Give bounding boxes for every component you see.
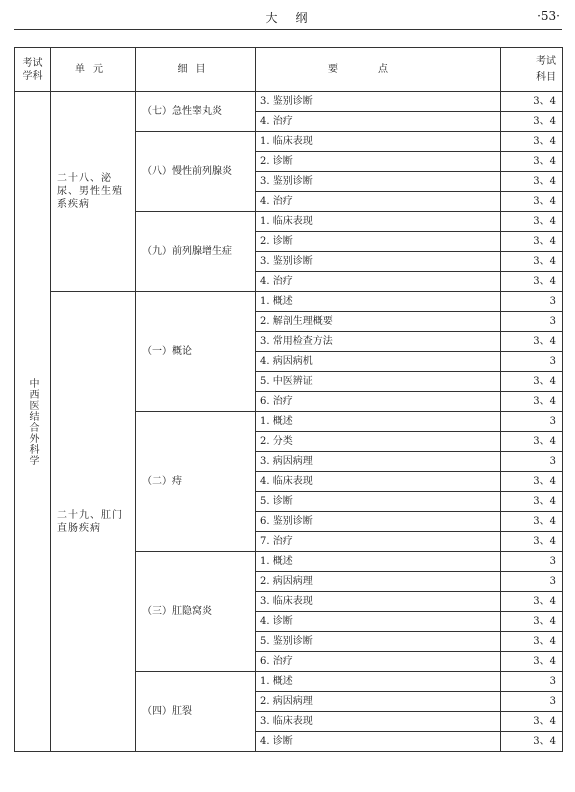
level-cell: 3、4 — [501, 172, 563, 192]
level-cell: 3 — [501, 552, 563, 572]
point-cell: 1. 概述 — [256, 672, 501, 692]
level-cell: 3、4 — [501, 532, 563, 552]
level-cell: 3、4 — [501, 332, 563, 352]
page-number: ·53· — [537, 9, 560, 23]
point-cell: 1. 临床表现 — [256, 212, 501, 232]
level-cell: 3、4 — [501, 152, 563, 172]
point-cell: 3. 鉴别诊断 — [256, 172, 501, 192]
point-cell: 3. 鉴别诊断 — [256, 252, 501, 272]
level-cell: 3、4 — [501, 272, 563, 292]
level-cell: 3 — [501, 572, 563, 592]
level-cell: 3、4 — [501, 712, 563, 732]
col-header-points: 要点 — [256, 48, 501, 92]
point-cell: 2. 分类 — [256, 432, 501, 452]
level-cell: 3、4 — [501, 472, 563, 492]
level-cell: 3 — [501, 292, 563, 312]
point-cell: 5. 诊断 — [256, 492, 501, 512]
level-cell: 3 — [501, 352, 563, 372]
point-cell: 6. 鉴别诊断 — [256, 512, 501, 532]
level-cell: 3、4 — [501, 372, 563, 392]
table-row — [15, 92, 563, 112]
level-cell: 3、4 — [501, 392, 563, 412]
page-header — [14, 0, 562, 30]
level-cell: 3、4 — [501, 112, 563, 132]
point-cell: 2. 诊断 — [256, 152, 501, 172]
level-cell: 3 — [501, 672, 563, 692]
point-cell: 1. 临床表现 — [256, 132, 501, 152]
point-cell: 4. 病因病机 — [256, 352, 501, 372]
point-cell: 3. 鉴别诊断 — [256, 92, 501, 112]
level-cell: 3、4 — [501, 732, 563, 752]
level-cell: 3、4 — [501, 632, 563, 652]
point-cell: 4. 诊断 — [256, 612, 501, 632]
level-cell: 3 — [501, 692, 563, 712]
subject-cell: 中西医结合外科学 — [15, 92, 51, 752]
level-cell: 3、4 — [501, 252, 563, 272]
detail-cell: （九）前列腺增生症 — [136, 212, 256, 292]
point-cell: 4. 治疗 — [256, 272, 501, 292]
point-cell: 5. 鉴别诊断 — [256, 632, 501, 652]
level-cell: 3 — [501, 412, 563, 432]
level-cell: 3、4 — [501, 192, 563, 212]
table-header-row — [15, 48, 563, 92]
point-cell: 1. 概述 — [256, 292, 501, 312]
point-cell: 6. 治疗 — [256, 392, 501, 412]
level-cell: 3、4 — [501, 92, 563, 112]
detail-cell: （七）急性睾丸炎 — [136, 92, 256, 132]
unit-cell: 二十九、肛门直肠疾病 — [51, 292, 136, 752]
level-cell: 3、4 — [501, 212, 563, 232]
col-header-unit: 单元 — [51, 48, 136, 92]
level-cell: 3、4 — [501, 492, 563, 512]
point-cell: 7. 治疗 — [256, 532, 501, 552]
point-cell: 2. 诊断 — [256, 232, 501, 252]
table-body — [15, 92, 563, 752]
level-cell: 3、4 — [501, 592, 563, 612]
point-cell: 4. 治疗 — [256, 192, 501, 212]
level-cell: 3、4 — [501, 512, 563, 532]
point-cell: 3. 临床表现 — [256, 712, 501, 732]
col-header-detail: 细目 — [136, 48, 256, 92]
point-cell: 4. 治疗 — [256, 112, 501, 132]
point-cell: 1. 概述 — [256, 412, 501, 432]
point-cell: 3. 常用检查方法 — [256, 332, 501, 352]
point-cell: 2. 解剖生理概要 — [256, 312, 501, 332]
level-cell: 3、4 — [501, 612, 563, 632]
point-cell: 2. 病因病理 — [256, 692, 501, 712]
point-cell: 3. 临床表现 — [256, 592, 501, 612]
point-cell: 3. 病因病理 — [256, 452, 501, 472]
level-cell: 3 — [501, 312, 563, 332]
detail-cell: （二）痔 — [136, 412, 256, 552]
detail-cell: （八）慢性前列腺炎 — [136, 132, 256, 212]
level-cell: 3、4 — [501, 432, 563, 452]
syllabus-table — [14, 47, 563, 752]
detail-cell: （四）肛裂 — [136, 672, 256, 752]
col-header-level: 考试 科目 — [501, 48, 563, 92]
level-cell: 3、4 — [501, 232, 563, 252]
detail-cell: （三）肛隐窝炎 — [136, 552, 256, 672]
level-cell: 3、4 — [501, 652, 563, 672]
detail-cell: （一）概论 — [136, 292, 256, 412]
point-cell: 4. 临床表现 — [256, 472, 501, 492]
table-row — [15, 292, 563, 312]
point-cell: 1. 概述 — [256, 552, 501, 572]
level-cell: 3、4 — [501, 132, 563, 152]
point-cell: 4. 诊断 — [256, 732, 501, 752]
point-cell: 2. 病因病理 — [256, 572, 501, 592]
point-cell: 6. 治疗 — [256, 652, 501, 672]
page-title: 大 纲 — [265, 11, 311, 25]
point-cell: 5. 中医辨证 — [256, 372, 501, 392]
level-cell: 3 — [501, 452, 563, 472]
col-header-subject: 考试 学科 — [15, 48, 51, 92]
unit-cell: 二十八、泌尿、男性生殖系疾病 — [51, 92, 136, 292]
